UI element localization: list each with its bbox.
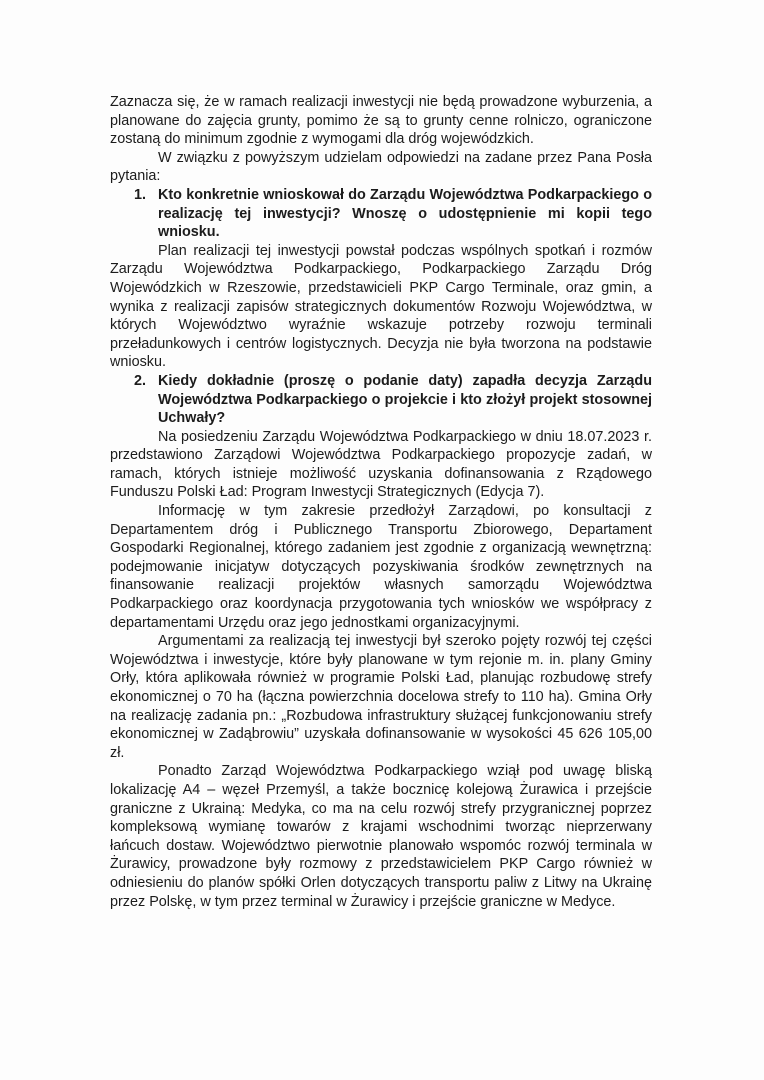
lead-paragraph: W związku z powyższym udzielam odpowiedzi na zadane przez Pana Posła pytania:: [110, 149, 652, 185]
intro-paragraph: Zaznacza się, że w ramach realizacji inwestycji nie będą prowadzone wyburzenia, a planowane do zajęcia grunty, pomimo że są to grunty cenne rolniczo, ograniczone zostaną do minimum zgodnie z wymogami dla dróg wojewódzkich.: [110, 94, 652, 148]
question-1-number: 1.: [134, 186, 147, 203]
answer-1-paragraph-1: Plan realizacji tej inwestycji powstał podczas wspólnych spotkań i rozmów Zarządu Województwa Podkarpackiego, Podkarpackiego Zarządu Dróg Wojewódzkich w Rzeszowie, przedstawicieli PKP Cargo Terminale, oraz gmin, a wynika z realizacji zapisów strategicznych dokumentów Rozwoju Województwa, w których Województwo wyraźnie wskazuje potrzeby rozwoju terminali przeładunkowych i centrów logistycznych. Decyzja nie była tworzona na podstawie wniosku.: [110, 242, 652, 371]
document-body: [110, 93, 652, 911]
question-1-text: Kto konkretnie wnioskował do Zarządu Województwa Podkarpackiego o realizację tej inwestycji? Wnoszę o udostępnienie mi kopii tego wniosku.: [158, 186, 652, 241]
answer-1: [110, 242, 652, 372]
answer-2-paragraph-4: Ponadto Zarząd Województwa Podkarpackiego wziął pod uwagę bliską lokalizację A4 – węzeł Przemyśl, a także bocznicę kolejową Żurawica i przejście graniczne z Ukrainą: Medyka, co ma na celu rozwój strefy przygranicznej poprzez kompleksową wymianę towarów z krajami wschodnimi tworząc nieprzerwany łańcuch dostaw. Województwo pierwotnie planowało wspomóc rozwój terminala w Żurawicy, prowadzone były rozmowy z przedstawicielem PKP Cargo również w odniesieniu do planów spółki Orlen dotyczących transportu paliw z Litwy na Ukrainę przez Polskę, w tym przez terminal w Żurawicy i przejście graniczne w Medyce.: [110, 763, 652, 910]
answer-2-paragraph-1: Na posiedzeniu Zarządu Województwa Podkarpackiego w dniu 18.07.2023 r. przedstawiono Zarządowi Województwa Podkarpackiego propozycje zadań, w ramach, których istnieje możliwość uzyskania dofinansowania z Rządowego Funduszu Polski Ład: Program Inwestycji Strategicznych (Edycja 7).: [110, 428, 652, 501]
question-2-text: Kiedy dokładnie (proszę o podanie daty) zapadła decyzja Zarządu Województwa Podkarpackiego o projekcie i kto złożył projekt stosownej Uchwały?: [158, 372, 652, 427]
answer-2-paragraph-2: Informację w tym zakresie przedłożył Zarządowi, po konsultacji z Departamentem dróg i Publicznego Transportu Zbiorowego, Departament Gospodarki Regionalnej, którego zadaniem jest zgodnie z organizacją wewnętrzną: podejmowanie inicjatyw dotyczących pozyskiwania środków zewnętrznych na finansowanie realizacji projektów własnych samorządu Województwa Podkarpackiego oraz koordynacja przygotowania tych wniosków we współpracy z departamentami Urzędu oraz jego jednostkami organizacyjnymi.: [110, 503, 652, 631]
question-1: [110, 186, 652, 242]
answer-2: [110, 428, 652, 911]
answer-2-paragraph-3: Argumentami za realizacją tej inwestycji był szeroko pojęty rozwój tej części Województwa i inwestycje, które były planowane w tym rejonie m. in. plany Gminy Orły, która aplikowała również w programie Polski Ład, planując rozbudowę strefy ekonomicznej o 70 ha (łączna powierzchnia docelowa strefy to 110 ha). Gmina Orły na realizację zadania pn.: „Rozbudowa infrastruktury służącej funkcjonowaniu strefy ekonomicznej w Zadąbrowiu” uzyskała dofinansowanie w wysokości 45 626 105,00 zł.: [110, 633, 652, 761]
question-2: [110, 372, 652, 428]
question-2-number: 2.: [134, 372, 147, 389]
